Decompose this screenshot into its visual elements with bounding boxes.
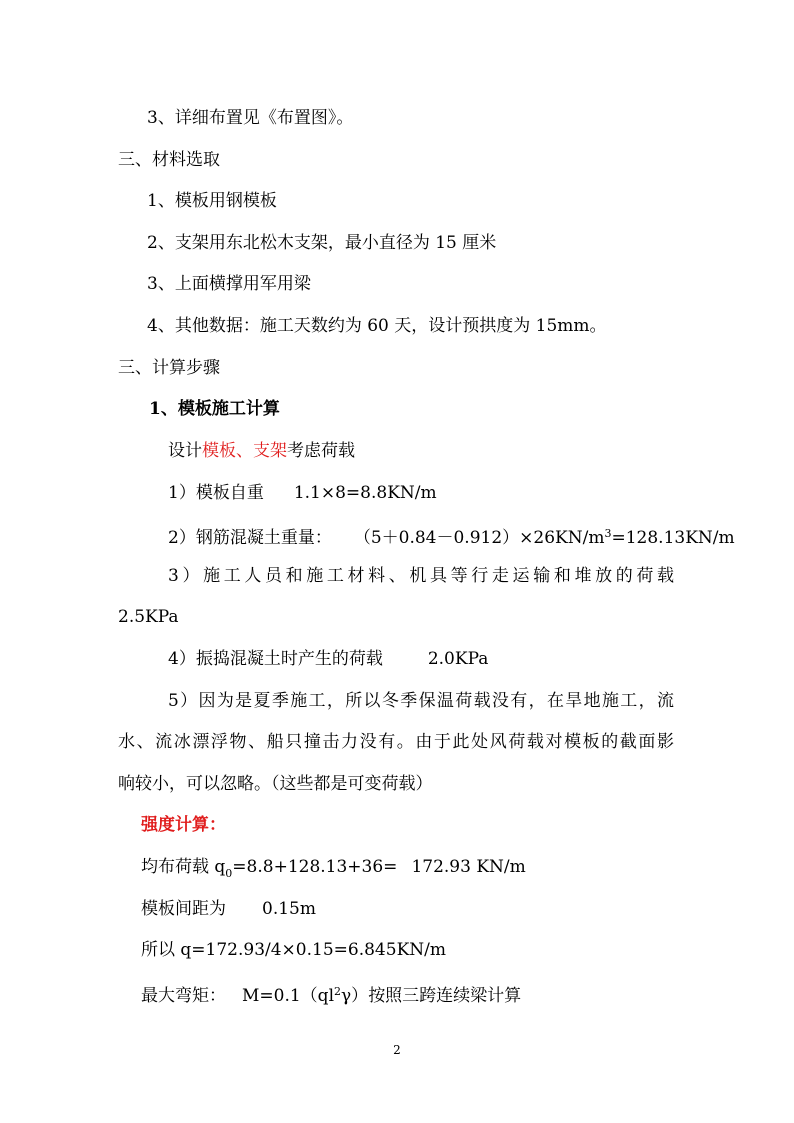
load-item-5-text-2: 水、流冰漂浮物、船只撞击力没有。由于此处风荷载对模板的截面影 [118, 732, 674, 752]
load-intro-suffix: 考虑荷载 [287, 441, 355, 461]
load-item-1 [168, 481, 437, 505]
material-item-1 [147, 189, 277, 213]
strength-calculation-heading-text: 强度计算： [141, 815, 226, 835]
load-item-4 [168, 647, 488, 671]
max-moment-expression: M=0.1（ql [242, 986, 335, 1006]
uniform-load-result: 172.93 KN/m [411, 857, 526, 877]
load-item-1-label: 1）模板自重 [168, 483, 264, 503]
material-item-4 [147, 314, 607, 338]
load-intro-prefix: 设计 [168, 441, 202, 461]
layout-reference-line [147, 106, 353, 130]
formwork-calculation-heading [149, 397, 280, 421]
load-item-2 [168, 522, 735, 546]
formwork-spacing-label: 模板间距为 [141, 899, 226, 919]
uniform-load-label: 均布荷载 q [141, 857, 226, 877]
uniform-load-expression: =8.8+128.13+36= [232, 857, 398, 877]
strength-calculation-heading [141, 813, 226, 837]
load-item-2-expression: （5＋0.84－0.912）×26KN/m [353, 528, 605, 548]
max-moment-superscript: 2 [334, 985, 342, 998]
formwork-spacing-line [141, 897, 316, 921]
material-item-2-text: 2、支架用东北松木支架，最小直径为 15 厘米 [147, 233, 497, 253]
material-item-3 [147, 272, 311, 296]
load-item-5-text-3: 响较小，可以忽略。（这些都是可变荷载） [118, 774, 433, 794]
formwork-calculation-heading-text: 1、模板施工计算 [149, 399, 280, 419]
uniform-load-subscript: 0 [225, 867, 233, 880]
load-item-4-label: 4）振捣混凝土时产生的荷载 [168, 649, 383, 669]
load-item-5-line-3 [118, 772, 433, 796]
max-moment-expression-end: γ） [341, 986, 369, 1006]
load-item-3-value: 2.5KPa [118, 607, 179, 627]
load-item-2-result: =128.13KN/m [611, 528, 735, 548]
material-item-2 [147, 231, 496, 255]
distributed-load-calculation-text: 所以 q=172.93/4×0.15=6.845KN/m [141, 940, 446, 960]
load-intro-highlight: 模板、支架 [202, 441, 287, 461]
load-item-5-text-1: 5）因为是夏季施工，所以冬季保温荷载没有，在旱地施工，流 [168, 691, 674, 711]
load-item-1-value: 1.1×8=8.8KN/m [293, 483, 437, 503]
formwork-spacing-value: 0.15m [262, 899, 316, 919]
load-item-3-continuation [118, 605, 179, 629]
load-item-2-label: 2）钢筋混凝土重量： [168, 528, 332, 548]
material-item-1-text: 1、模板用钢模板 [147, 191, 277, 211]
load-item-5-line-1 [168, 689, 674, 713]
load-item-4-value: 2.0KPa [427, 649, 489, 669]
load-item-2-superscript: 3 [604, 527, 612, 540]
section-heading-calculation-text: 三、计算步骤 [118, 358, 220, 378]
uniform-load-line [141, 855, 526, 879]
section-heading-materials-text: 三、材料选取 [118, 150, 220, 170]
layout-reference-text: 3、详细布置见《布置图》。 [147, 108, 354, 128]
distributed-load-calculation [141, 938, 446, 962]
load-intro-line [168, 439, 355, 463]
material-item-4-text: 4、其他数据：施工天数约为 60 天，设计预拱度为 15mm。 [147, 316, 607, 336]
max-moment-label: 最大弯矩： [141, 986, 226, 1006]
load-item-5-line-2 [118, 730, 674, 754]
load-item-3 [168, 564, 674, 588]
max-moment-note: 按照三跨连续梁计算 [368, 986, 522, 1006]
section-heading-calculation [118, 356, 220, 380]
section-heading-materials [118, 148, 220, 172]
page-number: 2 [393, 1043, 401, 1057]
material-item-3-text: 3、上面横撑用军用梁 [147, 274, 311, 294]
max-moment-line [141, 980, 521, 1004]
load-item-3-text: 3）施工人员和施工材料、机具等行走运输和堆放的荷载 [168, 566, 674, 586]
